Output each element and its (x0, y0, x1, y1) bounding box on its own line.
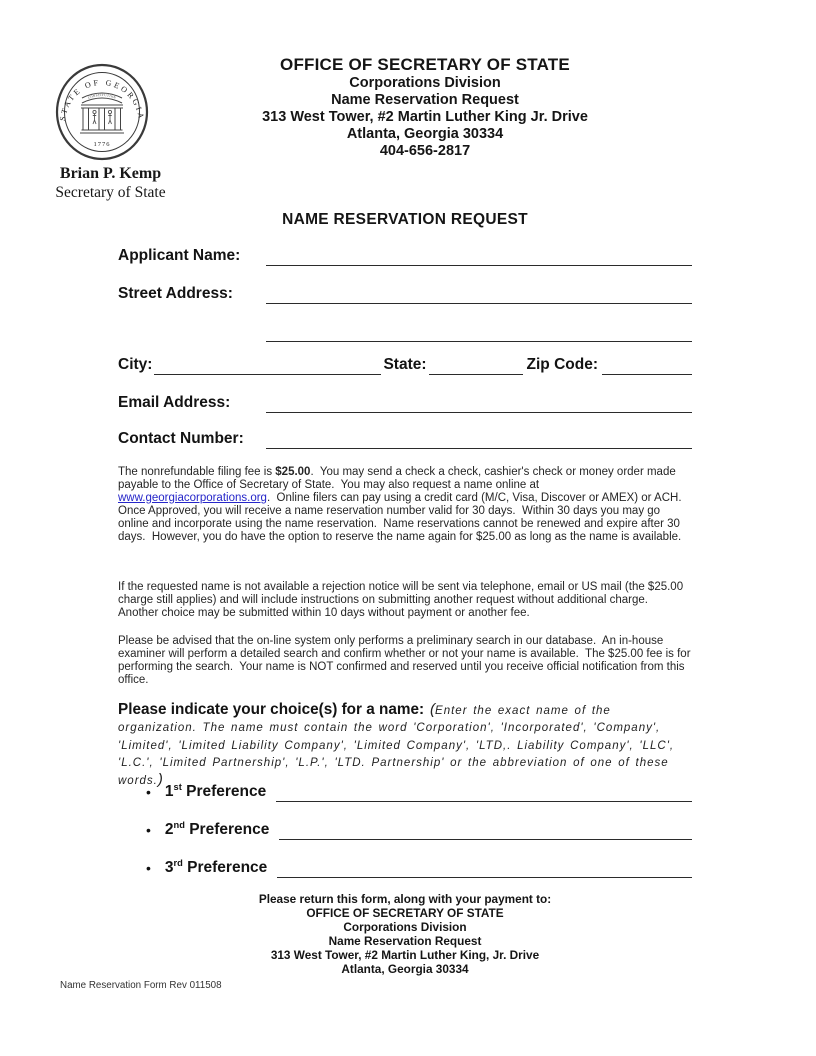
preference-3-label: 3rd Preference (164, 857, 268, 876)
applicant-name-row (118, 246, 692, 266)
city-label: City: (118, 356, 153, 373)
bullet-icon: • (146, 784, 151, 800)
preference-1-input[interactable] (276, 783, 692, 802)
seal-year: 1776 (93, 141, 111, 148)
zip-code-label: Zip Code: (526, 356, 598, 373)
open-paren: ( (430, 701, 436, 718)
preference-2-row (118, 820, 692, 840)
bullet-icon: • (146, 822, 151, 838)
header-line: 404-656-2817 (379, 142, 471, 159)
state-label: State: (383, 356, 427, 373)
choices-instructions: Enter the exact name of the organization. The name must contain the word 'Corporation', 'Incorporated', 'Company', 'Limited', 'Limited Liability Company', 'Limited Company', 'LTD,. Liability Company', 'LLC', 'L.C.', 'Limited Partnership', 'L.P.', 'LTD. Partnership' or the abbreviation of one of these words. (118, 705, 675, 787)
form-revision-note: Name Reservation Form Rev 011508 (60, 980, 222, 991)
preference-3-input[interactable] (277, 859, 692, 878)
preference-1-label: 1st Preference (164, 781, 267, 800)
advisory-paragraph: Please be advised that the on-line system only performs a preliminary search in our database. An in-house examiner will perform a detailed search and confirm whether or not your name is available. The $25.00 fee is for performing the search. Your name is NOT confirmed and reserved until you receive official notification from this office. (118, 635, 694, 686)
close-paren: ) (157, 770, 163, 788)
header-line: Corporations Division (349, 75, 501, 91)
preference-1-row (118, 782, 692, 802)
street-address-row-2 (118, 322, 692, 342)
fee-paragraph (118, 466, 692, 543)
fee-paragraph-mid: . You may send a check a check, cashier's check or money order made payable to the Office of Secretary of State. You may also request a name online at (118, 466, 679, 491)
city-state-zip-row (118, 355, 692, 375)
email-address-input[interactable] (266, 394, 692, 413)
fee-paragraph-lead: The nonrefundable filing fee is (118, 466, 276, 478)
contact-number-label: Contact Number: (118, 430, 244, 447)
secretary-name: Brian P. Kemp (59, 165, 162, 182)
street-address-row (118, 284, 692, 304)
state-input[interactable] (429, 356, 523, 375)
footer-line: Please return this form, along with your payment to: (258, 892, 552, 906)
choices-heading: Please indicate your choice(s) for a name: (118, 701, 425, 718)
applicant-name-input[interactable] (266, 247, 692, 266)
footer-line: 313 West Tower, #2 Martin Luther King, Jr. Drive (270, 947, 540, 962)
header-line: Name Reservation Request (331, 91, 519, 108)
preference-2-input[interactable] (279, 821, 692, 840)
secretary-title: Secretary of State (55, 184, 166, 201)
header-line: Atlanta, Georgia 30334 (346, 125, 504, 142)
georgiacorporations-link[interactable]: www.georgiacorporations.org (118, 491, 267, 504)
applicant-name-label: Applicant Name: (118, 247, 241, 264)
seal-ring-text: STATE OF GEORGIA (58, 77, 147, 122)
footer-line: Name Reservation Request (328, 933, 482, 948)
preference-2-label: 2nd Preference (164, 819, 270, 838)
street-address-label: Street Address: (118, 285, 233, 302)
seal-banner-text: CONSTITUTION (87, 92, 117, 100)
fee-paragraph-tail: . Online filers can pay using a credit card (M/C, Visa, Discover or AMEX) or ACH. Once Approved, you will receive a name reservation number valid for 30 days. Within 30 days you may go online and incorporate using the name reservation. Name reservations cannot be renewed and expire after 30 days. However, you do have the option to reserve the name again for $25.00 as long as the name is available. (118, 491, 688, 543)
contact-number-input[interactable] (266, 430, 692, 449)
form-content (118, 0, 692, 1056)
footer-line: OFFICE OF SECRETARY OF STATE (306, 905, 504, 920)
street-address-line2-input[interactable] (266, 323, 692, 342)
return-address-block (118, 893, 692, 976)
zip-code-input[interactable] (602, 356, 692, 375)
contact-number-row (118, 429, 692, 449)
header-line: OFFICE OF SECRETARY OF STATE (280, 55, 570, 74)
email-address-label: Email Address: (118, 394, 231, 411)
seal-figures (93, 110, 112, 124)
bullet-icon: • (146, 860, 151, 876)
preference-3-row (118, 858, 692, 878)
city-input[interactable] (154, 356, 381, 375)
street-address-input[interactable] (266, 285, 692, 304)
footer-line: Corporations Division (343, 919, 467, 934)
fee-amount: $25.00 (275, 466, 311, 478)
email-address-row (118, 393, 692, 413)
footer-line: Atlanta, Georgia 30334 (341, 961, 469, 976)
header-line: 313 West Tower, #2 Martin Luther King Jr. Drive (262, 108, 588, 125)
form-title: NAME RESERVATION REQUEST (282, 211, 528, 228)
rejection-paragraph: If the requested name is not available a rejection notice will be sent via telephone, email or US mail (the $25.00 charge still applies) and will include instructions on submitting another request without additional charge. Another choice may be submitted within 10 days without payment or another fee. (118, 581, 687, 619)
